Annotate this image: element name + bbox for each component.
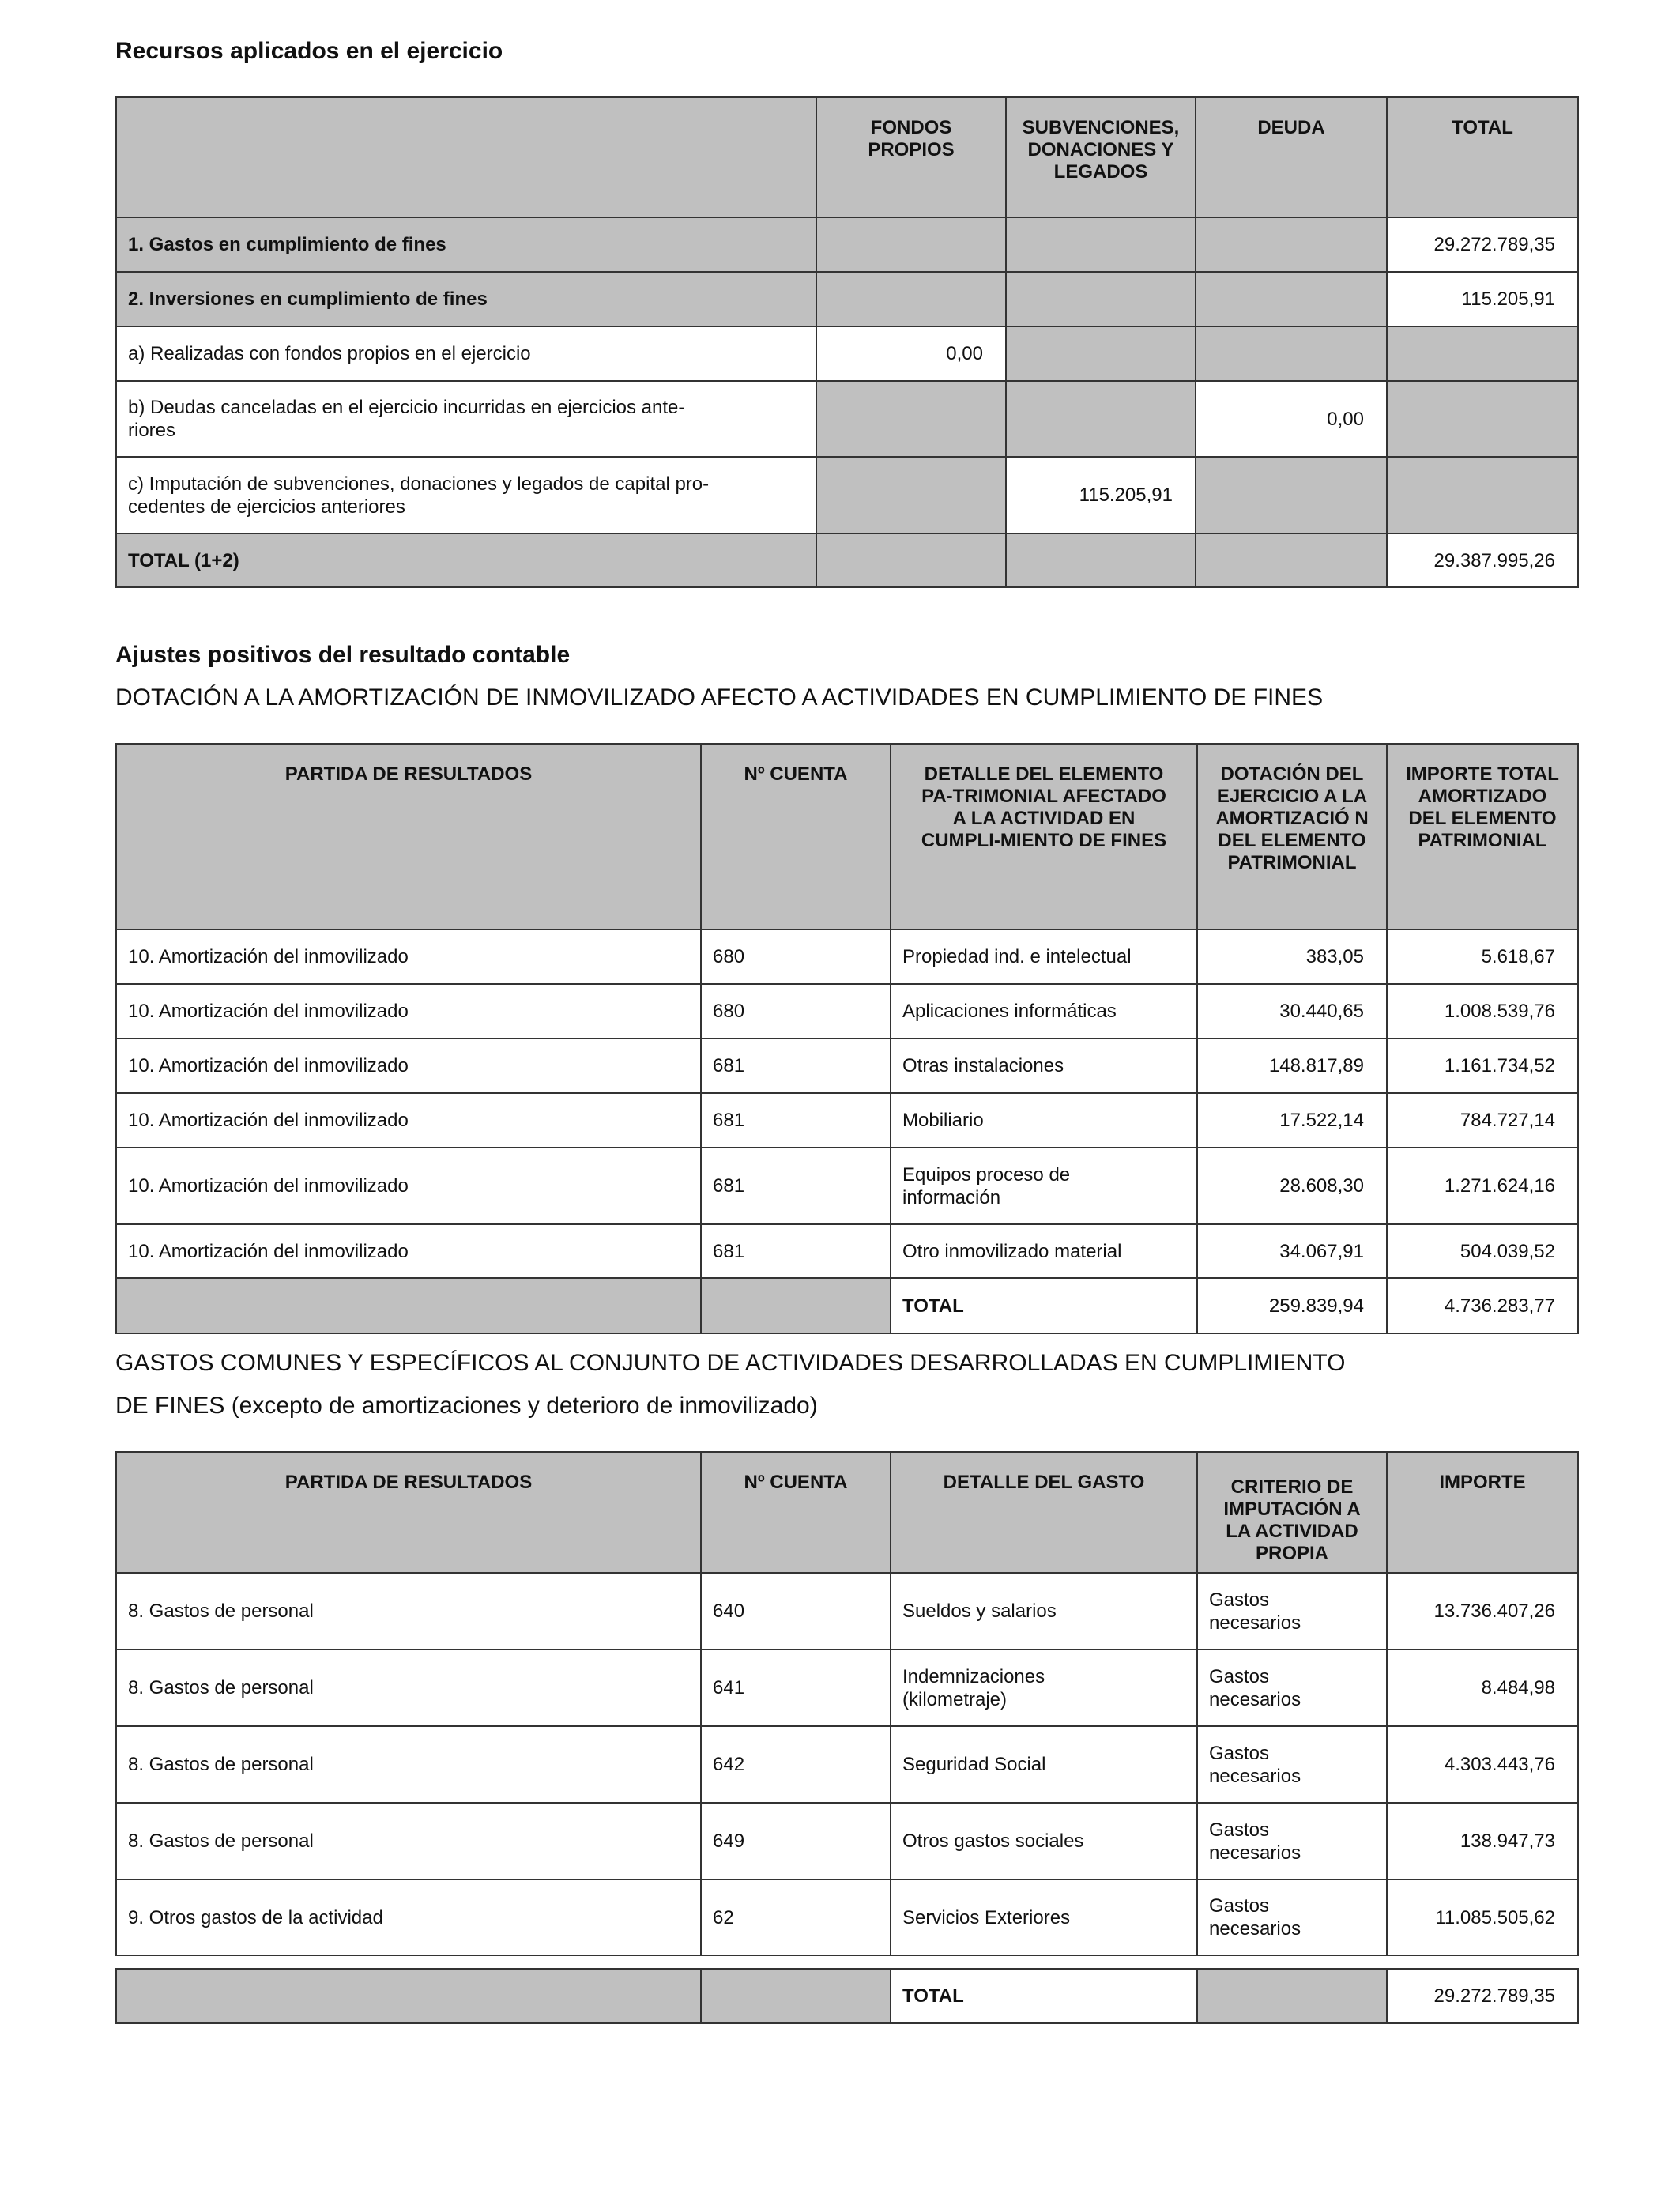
detalle-cell: Otras instalaciones bbox=[891, 1039, 1197, 1093]
table-row bbox=[116, 272, 1578, 326]
total-dotacion: 259.839,94 bbox=[1197, 1278, 1387, 1333]
subvenciones-cell bbox=[1006, 381, 1196, 457]
table-row bbox=[116, 381, 1578, 457]
row-label: c) Imputación de subvenciones, donaciones y legados de capital pro-cedentes de ejercicios anteriores bbox=[116, 457, 816, 533]
table-row bbox=[116, 929, 1578, 984]
table-row bbox=[116, 1879, 1578, 1955]
cuenta-cell: 62 bbox=[701, 1879, 891, 1955]
deuda-cell bbox=[1196, 533, 1387, 587]
subvenciones-cell bbox=[1006, 217, 1196, 272]
fondos-cell bbox=[816, 381, 1006, 457]
total-label: TOTAL bbox=[891, 1278, 1197, 1333]
table-row bbox=[116, 457, 1578, 533]
importe-cell: 4.303.443,76 bbox=[1387, 1726, 1578, 1803]
subvenciones-cell bbox=[1006, 533, 1196, 587]
detalle-cell: Indemnizaciones (kilometraje) bbox=[891, 1649, 1197, 1726]
header-cell: CRITERIO DE IMPUTACIÓN A LA ACTIVIDAD PROPIA bbox=[1197, 1452, 1387, 1573]
total-cell bbox=[1387, 326, 1578, 381]
fondos-cell bbox=[816, 217, 1006, 272]
cuenta-cell: 641 bbox=[701, 1649, 891, 1726]
deuda-cell bbox=[1196, 217, 1387, 272]
detalle-cell: Otros gastos sociales bbox=[891, 1803, 1197, 1879]
importe-cell: 1.271.624,16 bbox=[1387, 1148, 1578, 1224]
importe-cell: 504.039,52 bbox=[1387, 1224, 1578, 1278]
fondos-cell bbox=[816, 457, 1006, 533]
criterio-cell: Gastos necesarios bbox=[1197, 1803, 1387, 1879]
criterio-cell: Gastos necesarios bbox=[1197, 1573, 1387, 1649]
detalle-cell: Seguridad Social bbox=[891, 1726, 1197, 1803]
fondos-cell bbox=[816, 533, 1006, 587]
cuenta-cell: 680 bbox=[701, 984, 891, 1039]
fondos-cell: 0,00 bbox=[816, 326, 1006, 381]
dotacion-cell: 17.522,14 bbox=[1197, 1093, 1387, 1148]
empty-cell bbox=[701, 1969, 891, 2023]
header-cell: IMPORTE bbox=[1387, 1452, 1578, 1573]
row-label: TOTAL (1+2) bbox=[116, 533, 816, 587]
table-row bbox=[116, 1573, 1578, 1649]
partida-cell: 10. Amortización del inmovilizado bbox=[116, 1224, 701, 1278]
deuda-cell bbox=[1196, 272, 1387, 326]
partida-cell: 8. Gastos de personal bbox=[116, 1573, 701, 1649]
table-header-row bbox=[116, 97, 1578, 217]
table-row bbox=[116, 984, 1578, 1039]
header-cell bbox=[116, 97, 816, 217]
criterio-cell: Gastos necesarios bbox=[1197, 1726, 1387, 1803]
table-row bbox=[116, 1039, 1578, 1093]
total-cell: 29.272.789,35 bbox=[1387, 217, 1578, 272]
partida-cell: 10. Amortización del inmovilizado bbox=[116, 1148, 701, 1224]
header-cell: FONDOS PROPIOS bbox=[816, 97, 1006, 217]
header-cell: SUBVENCIONES, DONACIONES Y LEGADOS bbox=[1006, 97, 1196, 217]
deuda-cell bbox=[1196, 326, 1387, 381]
detalle-cell: Propiedad ind. e intelectual bbox=[891, 929, 1197, 984]
dotacion-cell: 34.067,91 bbox=[1197, 1224, 1387, 1278]
total-importe: 4.736.283,77 bbox=[1387, 1278, 1578, 1333]
table-row bbox=[116, 326, 1578, 381]
cuenta-cell: 681 bbox=[701, 1093, 891, 1148]
partida-cell: 8. Gastos de personal bbox=[116, 1726, 701, 1803]
subvenciones-cell: 115.205,91 bbox=[1006, 457, 1196, 533]
partida-cell: 10. Amortización del inmovilizado bbox=[116, 1093, 701, 1148]
gastos-title-line1: GASTOS COMUNES Y ESPECÍFICOS AL CONJUNTO DE ACTIVIDADES DESARROLLADAS EN CUMPLIMIENTO bbox=[115, 1350, 1346, 1376]
detalle-cell: Servicios Exteriores bbox=[891, 1879, 1197, 1955]
table-row bbox=[116, 1148, 1578, 1224]
total-row bbox=[116, 1278, 1578, 1333]
dotacion-cell: 383,05 bbox=[1197, 929, 1387, 984]
row-label: b) Deudas canceladas en el ejercicio incurridas en ejercicios ante-riores bbox=[116, 381, 816, 457]
importe-cell: 5.618,67 bbox=[1387, 929, 1578, 984]
table-row bbox=[116, 1726, 1578, 1803]
row-label: 2. Inversiones en cumplimiento de fines bbox=[116, 272, 816, 326]
ajustes-subtitle: DOTACIÓN A LA AMORTIZACIÓN DE INMOVILIZADO AFECTO A ACTIVIDADES EN CUMPLIMIENTO DE FINES bbox=[115, 684, 1324, 711]
cuenta-cell: 681 bbox=[701, 1039, 891, 1093]
partida-cell: 8. Gastos de personal bbox=[116, 1803, 701, 1879]
table-header-row bbox=[116, 1452, 1578, 1573]
importe-cell: 784.727,14 bbox=[1387, 1093, 1578, 1148]
table-row bbox=[116, 1803, 1578, 1879]
partida-cell: 10. Amortización del inmovilizado bbox=[116, 984, 701, 1039]
total-row bbox=[116, 1969, 1578, 2023]
header-cell: TOTAL bbox=[1387, 97, 1578, 217]
total-cell bbox=[1387, 457, 1578, 533]
row-label: a) Realizadas con fondos propios en el ejercicio bbox=[116, 326, 816, 381]
cuenta-cell: 680 bbox=[701, 929, 891, 984]
header-cell: PARTIDA DE RESULTADOS bbox=[116, 1452, 701, 1573]
gastos-title-line2: DE FINES (excepto de amortizaciones y deterioro de inmovilizado) bbox=[115, 1393, 818, 1419]
detalle-cell: Mobiliario bbox=[891, 1093, 1197, 1148]
importe-cell: 1.008.539,76 bbox=[1387, 984, 1578, 1039]
cuenta-cell: 642 bbox=[701, 1726, 891, 1803]
recursos-table bbox=[115, 96, 1579, 588]
total-cell: 29.387.995,26 bbox=[1387, 533, 1578, 587]
importe-cell: 8.484,98 bbox=[1387, 1649, 1578, 1726]
partida-cell: 8. Gastos de personal bbox=[116, 1649, 701, 1726]
header-cell: DETALLE DEL ELEMENTO PA-TRIMONIAL AFECTADO A LA ACTIVIDAD EN CUMPLI-MIENTO DE FINES bbox=[891, 744, 1197, 929]
dotacion-cell: 30.440,65 bbox=[1197, 984, 1387, 1039]
cuenta-cell: 681 bbox=[701, 1148, 891, 1224]
table-row bbox=[116, 533, 1578, 587]
partida-cell: 10. Amortización del inmovilizado bbox=[116, 929, 701, 984]
cuenta-cell: 640 bbox=[701, 1573, 891, 1649]
importe-cell: 1.161.734,52 bbox=[1387, 1039, 1578, 1093]
criterio-cell: Gastos necesarios bbox=[1197, 1649, 1387, 1726]
partida-cell: 9. Otros gastos de la actividad bbox=[116, 1879, 701, 1955]
dotacion-cell: 148.817,89 bbox=[1197, 1039, 1387, 1093]
total-cell: 115.205,91 bbox=[1387, 272, 1578, 326]
table-row bbox=[116, 217, 1578, 272]
header-cell: Nº CUENTA bbox=[701, 744, 891, 929]
table-row bbox=[116, 1649, 1578, 1726]
fondos-cell bbox=[816, 272, 1006, 326]
total-importe: 29.272.789,35 bbox=[1387, 1969, 1578, 2023]
detalle-cell: Otro inmovilizado material bbox=[891, 1224, 1197, 1278]
row-label: 1. Gastos en cumplimiento de fines bbox=[116, 217, 816, 272]
detalle-cell: Sueldos y salarios bbox=[891, 1573, 1197, 1649]
amortizacion-table bbox=[115, 743, 1579, 1334]
detalle-cell: Aplicaciones informáticas bbox=[891, 984, 1197, 1039]
empty-cell bbox=[1197, 1969, 1387, 2023]
detalle-cell: Equipos proceso de información bbox=[891, 1148, 1197, 1224]
table-row bbox=[116, 1093, 1578, 1148]
gastos-table bbox=[115, 1451, 1579, 1956]
total-cell bbox=[1387, 381, 1578, 457]
header-cell: DETALLE DEL GASTO bbox=[891, 1452, 1197, 1573]
subvenciones-cell bbox=[1006, 272, 1196, 326]
header-cell: DOTACIÓN DEL EJERCICIO A LA AMORTIZACIÓ N DEL ELEMENTO PATRIMONIAL bbox=[1197, 744, 1387, 929]
cuenta-cell: 649 bbox=[701, 1803, 891, 1879]
deuda-cell: 0,00 bbox=[1196, 381, 1387, 457]
table-row bbox=[116, 1224, 1578, 1278]
importe-cell: 138.947,73 bbox=[1387, 1803, 1578, 1879]
cuenta-cell: 681 bbox=[701, 1224, 891, 1278]
header-cell: Nº CUENTA bbox=[701, 1452, 891, 1573]
gastos-total-table bbox=[115, 1968, 1579, 2024]
empty-cell bbox=[116, 1278, 701, 1333]
deuda-cell bbox=[1196, 457, 1387, 533]
empty-cell bbox=[701, 1278, 891, 1333]
ajustes-title: Ajustes positivos del resultado contable bbox=[115, 642, 571, 668]
header-cell: IMPORTE TOTAL AMORTIZADO DEL ELEMENTO PATRIMONIAL bbox=[1387, 744, 1578, 929]
importe-cell: 13.736.407,26 bbox=[1387, 1573, 1578, 1649]
table-header-row bbox=[116, 744, 1578, 929]
recursos-title: Recursos aplicados en el ejercicio bbox=[115, 38, 503, 64]
empty-cell bbox=[116, 1969, 701, 2023]
importe-cell: 11.085.505,62 bbox=[1387, 1879, 1578, 1955]
partida-cell: 10. Amortización del inmovilizado bbox=[116, 1039, 701, 1093]
dotacion-cell: 28.608,30 bbox=[1197, 1148, 1387, 1224]
header-cell: DEUDA bbox=[1196, 97, 1387, 217]
header-cell: PARTIDA DE RESULTADOS bbox=[116, 744, 701, 929]
total-label: TOTAL bbox=[891, 1969, 1197, 2023]
criterio-cell: Gastos necesarios bbox=[1197, 1879, 1387, 1955]
subvenciones-cell bbox=[1006, 326, 1196, 381]
